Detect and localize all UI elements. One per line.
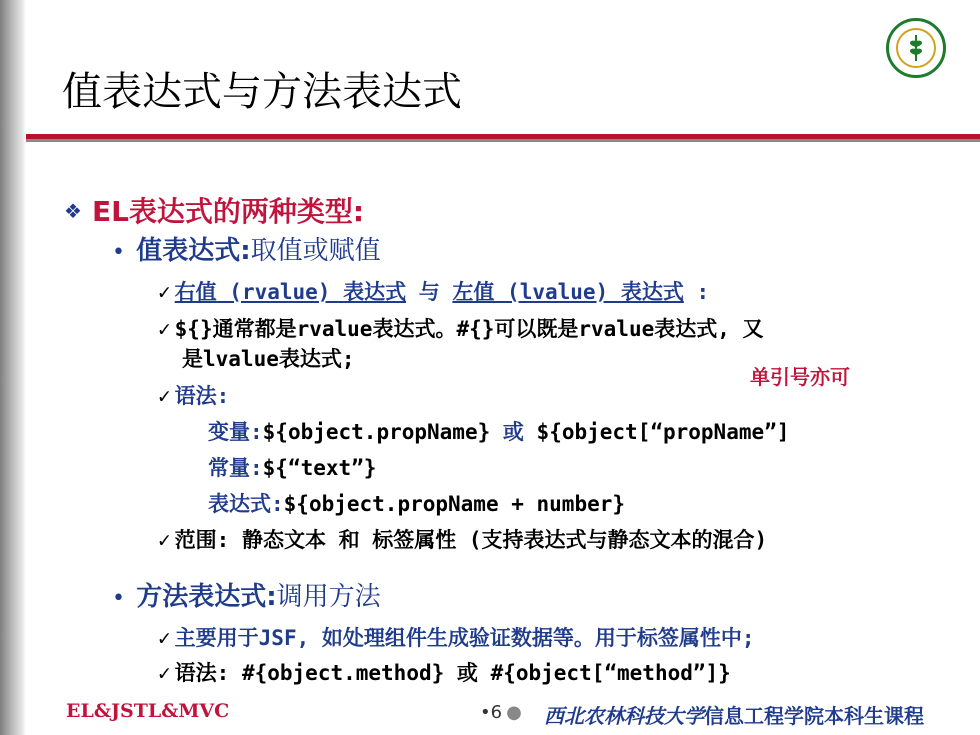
page-number: •6 ● bbox=[480, 702, 522, 723]
rvalue-link[interactable]: 右值 (rvalue) 表达式 bbox=[174, 280, 407, 304]
or-text: 或 bbox=[502, 420, 524, 444]
expression-label: 表达式: bbox=[208, 492, 284, 516]
method-or-text: 或 bbox=[456, 661, 478, 685]
method-code-1: #{object.method} bbox=[241, 661, 445, 685]
value-expression-label: 值表达式: bbox=[136, 236, 251, 266]
single-quote-note: 单引号亦可 bbox=[750, 365, 850, 389]
title-divider-grey bbox=[26, 139, 980, 142]
footer-institution bbox=[544, 700, 924, 729]
syntax-label: 语法: bbox=[174, 384, 230, 408]
constant-syntax-line bbox=[208, 452, 376, 482]
method-expression-label: 方法表达式: bbox=[136, 582, 277, 612]
method-usage-line bbox=[158, 622, 755, 652]
variable-code-2: ${object[“propName”] bbox=[536, 420, 790, 444]
page-number-value: 6 bbox=[490, 702, 503, 723]
expression-syntax-line bbox=[208, 488, 625, 518]
checkmark-icon: ✓ bbox=[158, 661, 171, 685]
method-code-2: #{object[“method”]} bbox=[490, 661, 731, 685]
diamond-bullet-icon: ❖ bbox=[64, 199, 82, 223]
checkmark-icon: ✓ bbox=[158, 384, 171, 408]
method-syntax-line bbox=[158, 657, 731, 687]
dollar-hash-line bbox=[158, 313, 764, 343]
constant-label: 常量: bbox=[208, 456, 263, 480]
method-syntax-label: 语法: bbox=[174, 661, 230, 685]
value-expression-item: • 值表达式:取值或赋值 bbox=[112, 236, 381, 266]
scope-text: 范围: 静态文本 和 标签属性 (支持表达式与静态文本的混合) bbox=[174, 528, 768, 552]
checkmark-icon: ✓ bbox=[158, 317, 171, 341]
rvalue-lvalue-line bbox=[158, 276, 709, 306]
colon-text: : bbox=[696, 280, 710, 304]
expression-code: ${object.propName + number} bbox=[283, 492, 626, 516]
constant-code: ${“text”} bbox=[262, 456, 377, 480]
checkmark-icon: ✓ bbox=[158, 626, 171, 650]
checkmark-icon: ✓ bbox=[158, 528, 171, 552]
and-text: 与 bbox=[418, 280, 440, 304]
university-name: 西北农林科技大学 bbox=[544, 704, 704, 728]
method-usage-text: 主要用于JSF, 如处理组件生成验证数据等。用于标签属性中; bbox=[174, 626, 755, 650]
left-gradient-bar bbox=[0, 0, 26, 735]
variable-label: 变量: bbox=[208, 420, 263, 444]
lvalue-link[interactable]: 左值 (lvalue) 表达式 bbox=[452, 280, 684, 304]
section-heading-text: EL表达式的两种类型: bbox=[91, 195, 365, 228]
scope-line bbox=[158, 524, 767, 554]
method-expression-item: • 方法表达式:调用方法 bbox=[112, 582, 381, 612]
variable-code-1: ${object.propName} bbox=[262, 420, 491, 444]
dollar-line-1: ${}通常都是rvalue表达式。#{}可以既是rvalue表达式, 又 bbox=[174, 317, 764, 341]
footer-course-title: EL&JSTL&MVC bbox=[66, 700, 230, 722]
method-expression-desc: 调用方法 bbox=[276, 582, 381, 612]
university-seal-icon bbox=[886, 18, 946, 78]
syntax-heading bbox=[158, 380, 229, 410]
value-expression-desc: 取值或赋值 bbox=[250, 236, 381, 266]
section-heading bbox=[64, 190, 364, 230]
department-name: 信息工程学院本科生课程 bbox=[704, 704, 924, 728]
dollar-line-2: 是lvalue表达式; bbox=[182, 347, 355, 371]
variable-syntax-line bbox=[208, 416, 789, 446]
slide-title: 值表达式与方法表达式 bbox=[62, 69, 462, 115]
checkmark-icon: ✓ bbox=[158, 280, 171, 304]
